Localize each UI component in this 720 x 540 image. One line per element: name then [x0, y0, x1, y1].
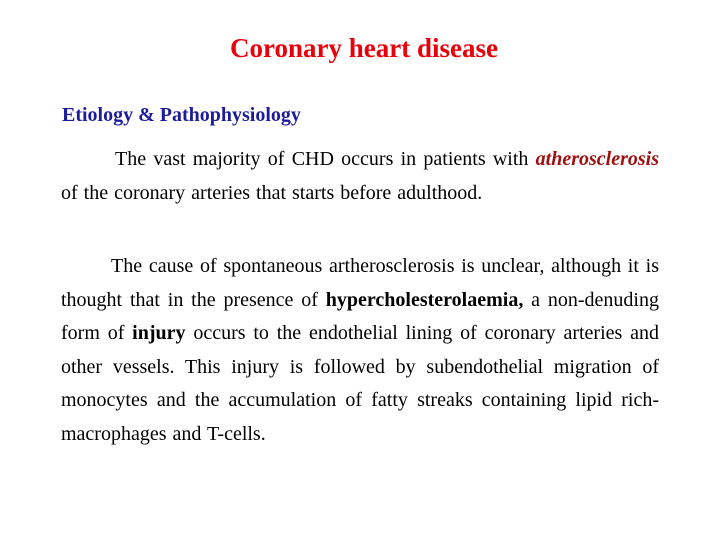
- slide-title: Coronary heart disease: [230, 33, 498, 63]
- paragraph-1-text-end: of the coronary arteries that starts before adulthood.: [61, 181, 483, 204]
- emphasis-term: atherosclerosis: [535, 148, 660, 170]
- paragraph-1-text-start: The vast majority of CHD occurs in patients with: [115, 148, 529, 170]
- paragraph-2-text-start: The cause of spontaneous artherosclerosis is unclear, although it is thought that in the presence of: [61, 255, 659, 311]
- paragraph-2-text-middle: a non-denuding form of: [61, 288, 659, 344]
- paragraph-2: [61, 250, 659, 451]
- paragraph-1: [61, 143, 659, 210]
- bold-term-injury: injury: [132, 322, 186, 344]
- paragraph-2-text-end: occurs to the endothelial lining of coronary arteries and other vessels. This injury is followed by subendothelial migration of monocytes and the accumulation of fatty streaks containing lipid rich- macrophages and T-cells.: [61, 322, 659, 445]
- section-subtitle: Etiology & Pathophysiology: [62, 104, 301, 126]
- bold-term-hypercholesterolaemia: hypercholesterolaemia,: [325, 288, 524, 311]
